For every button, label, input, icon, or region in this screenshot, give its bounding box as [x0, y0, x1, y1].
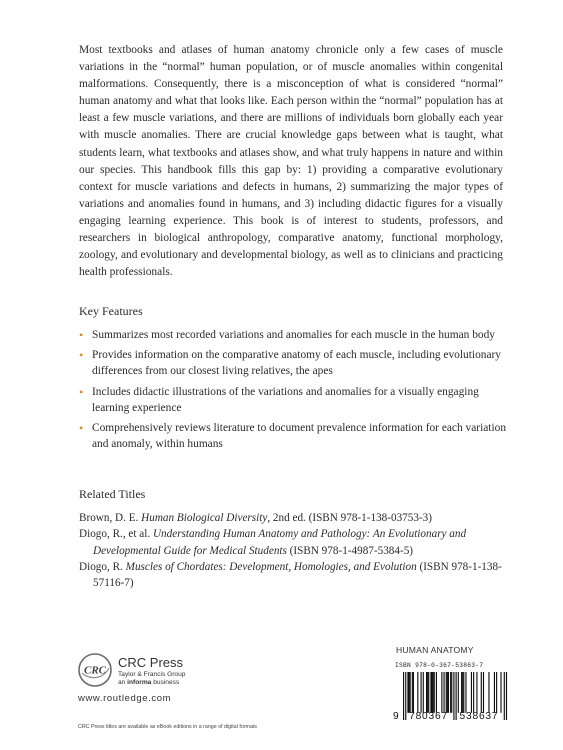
barcode-bar [427, 672, 428, 713]
related-details: , 2nd ed. (ISBN 978-1-138-03753-3) [267, 512, 432, 524]
publisher-business [118, 679, 185, 687]
digits-first: 9 [393, 711, 400, 722]
barcode-bar [413, 672, 414, 713]
crc-logo-text: CRC [83, 664, 107, 677]
barcode-bar [448, 672, 449, 713]
key-features-list [79, 327, 509, 456]
barcode-bar [421, 672, 422, 713]
barcode-bar [410, 672, 411, 713]
barcode-bar [428, 672, 429, 713]
bullet-icon: • [79, 384, 84, 399]
isbn-text: ISBN 978-0-367-53863-7 [395, 662, 484, 669]
bullet-icon: • [79, 421, 84, 436]
related-details: (ISBN 978-1-138-57116-7) [93, 560, 502, 590]
barcode-bar [463, 672, 464, 713]
related-title-item [79, 559, 509, 592]
barcode-bar [430, 672, 431, 713]
feature-text: Provides information on the comparative anatomy of each muscle, including evolutionary differences from our closest living relatives, the apes [92, 349, 502, 378]
related-titles-list [79, 510, 509, 591]
business-suffix: business [151, 679, 180, 686]
informa-brand: informa [127, 679, 152, 686]
related-author: Brown, D. E. [79, 512, 139, 524]
related-titles-heading: Related Titles [79, 487, 146, 501]
list-item [79, 327, 509, 343]
related-book-title: Human Biological Diversity [141, 512, 268, 524]
barcode-bar [483, 672, 484, 713]
description-paragraph: Most textbooks and atlases of human anatomy chronicle only a few cases of muscle variations in the “normal” human population, or of muscle anomalies within congenital malformations. Consequently, there is a misconception of what is considered “normal” human anatomy and what that looks like. Each person within the “normal” population has at least a few muscle variations, and there are millions of individuals born globally each year with muscle anomalies. There are crucial knowledge gaps between what is taught, what students learn, what textbooks and atlases show, and what truly happens in nature and within our species. This handbook fills this gap by: 1) providing a comparative evolutionary context for muscle variations and defects in humans, 2) summarizing the major types of variations and anomalies found in humans, and 3) including didactic figures for a visually engaging learning experience. This book is of interest to students, professors, and researchers in biological anthropology, comparative anatomy, functional morphology, zoology, and evolutionary and developmental biology, as well as to clinicians and practicing health professionals. [79, 44, 503, 279]
barcode-bar [458, 672, 459, 713]
ebook-footnote: CRC Press titles are available as eBook editions in a range of digital formats [78, 724, 258, 730]
subject-category: HUMAN ANATOMY [396, 645, 474, 655]
barcode-bar [407, 672, 408, 713]
barcode-bar [431, 672, 432, 713]
barcode-bar [436, 672, 437, 713]
barcode-digits [393, 711, 511, 722]
barcode-bar [408, 672, 409, 713]
barcode-bar [423, 672, 424, 713]
barcode-bar [476, 672, 477, 713]
publisher-url: www.routledge.com [78, 693, 172, 704]
related-author: Diogo, R., et al. [79, 528, 151, 541]
barcode-bar [412, 672, 413, 713]
bullet-icon: • [79, 348, 84, 363]
barcode-bar [461, 672, 462, 713]
bullet-icon: • [79, 328, 84, 342]
publisher-name: CRC Press [118, 655, 184, 670]
barcode-bar [444, 672, 445, 713]
barcode-bar [481, 672, 482, 713]
barcode-bar [434, 672, 435, 713]
digits-group-1: 780367 [409, 711, 448, 722]
barcode-bar [447, 672, 448, 713]
publisher-group [118, 671, 185, 687]
related-book-title: Muscles of Chordates: Development, Homologies, and Evolution [125, 560, 417, 573]
related-title-item [79, 510, 509, 526]
barcode-bar [471, 672, 472, 713]
barcode-bar [441, 672, 442, 713]
related-title-item [79, 526, 509, 559]
feature-text: Comprehensively reviews literature to document prevalence information for each variation and anomaly, within humans [92, 422, 507, 451]
publisher-group-name: Taylor & Francis Group [118, 671, 186, 678]
barcode-bar [426, 672, 427, 713]
barcode-block [393, 645, 513, 735]
barcode-bar [433, 672, 434, 713]
related-details: (ISBN 978-1-4987-5384-5) [286, 544, 414, 557]
barcode-bar [465, 672, 466, 713]
barcode-bar [451, 672, 452, 713]
list-item [79, 420, 509, 452]
related-author: Diogo, R. [79, 560, 123, 573]
barcode-bar [496, 672, 497, 713]
barcode-bar [494, 672, 495, 713]
list-item [79, 384, 509, 416]
key-features-heading: Key Features [79, 304, 143, 318]
feature-text: Summarizes most recorded variations and anomalies for each muscle in the human body [92, 329, 495, 341]
barcode-bar [417, 672, 418, 713]
feature-text: Includes didactic illustrations of the variations and anomalies for a visually engaging learning experience [92, 385, 479, 414]
barcode-bar [500, 672, 501, 713]
barcode-bar [450, 672, 451, 713]
list-item [79, 347, 509, 379]
crc-logo-icon [78, 653, 112, 687]
barcode-bar [446, 672, 447, 713]
digits-group-2: 538637 [459, 711, 499, 722]
barcode-bar [462, 672, 463, 713]
barcode-bar [488, 672, 489, 713]
barcode-bar [473, 672, 474, 713]
publisher-logo [78, 652, 298, 712]
business-prefix: an [118, 679, 128, 686]
related-book-title: Understanding Human Anatomy and Pathology: An Evolutionary and Developmental Guide for Medical Students [93, 528, 467, 557]
